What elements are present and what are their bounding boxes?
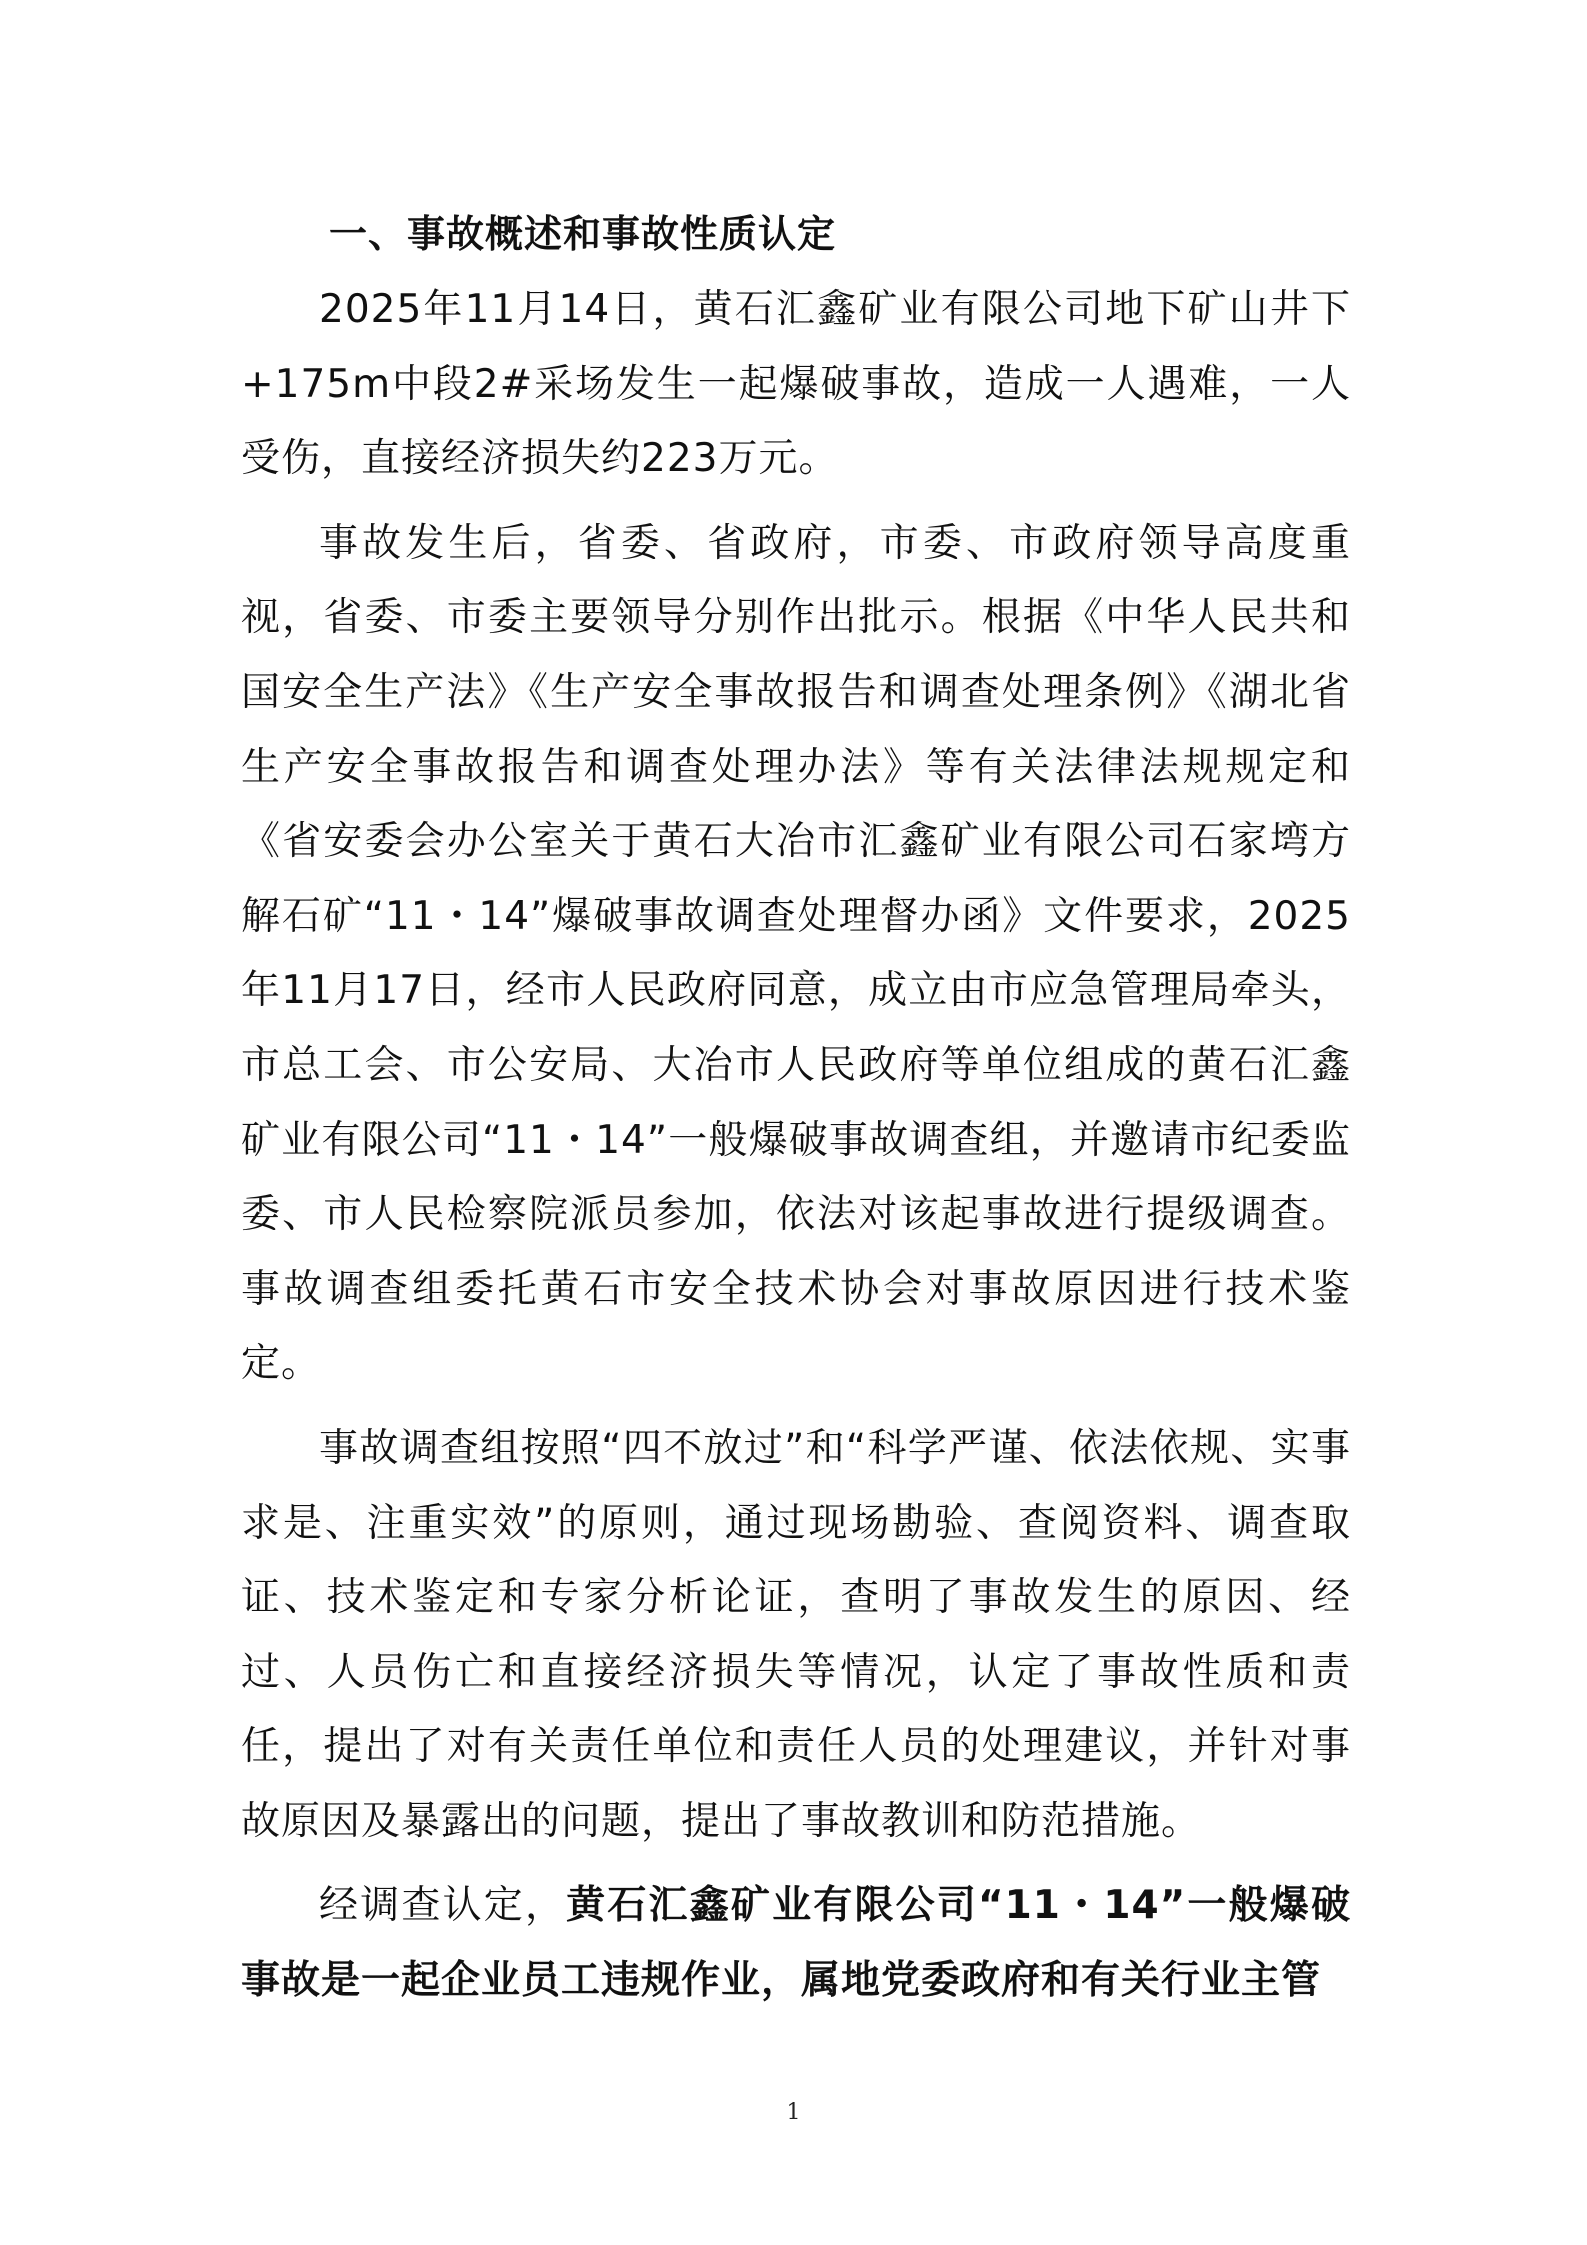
paragraph-investigation-principles: 事故调查组按照“四不放过”和“科学严谨、依法依规、实事求是、注重实效”的原则，通过现场勘验、查阅资料、调查取证、技术鉴定和专家分析论证，查明了事故发生的原因、经过、人员伤亡和直接经济损失等情况，认定了事故性质和责任，提出了对有关责任单位和责任人员的处理建议，并针对事故原因及暴露出的问题，提出了事故教训和防范措施。 (241, 1425, 1351, 1844)
conclusion-lead: 经调查认定， (319, 1883, 567, 1929)
paragraph-investigation-setup: 事故发生后，省委、省政府，市委、市政府领导高度重视，省委、市委主要领导分别作出批示。根据《中华人民共和国安全生产法》《生产安全事故报告和调查处理条例》《湖北省生产安全事故报告和调查处理办法》等有关法律法规规定和《省安委会办公室关于黄石大冶市汇鑫矿业有限公司石家塆方解石矿“11・14”爆破事故调查处理督办函》文件要求，2025年11月17日，经市人民政府同意，成立由市应急管理局牵头，市总工会、市公安局、大冶市人民政府等单位组成的黄石汇鑫矿业有限公司“11・14”一般爆破事故调查组，并邀请市纪委监委、市人民检察院派员参加，依法对该起事故进行提级调查。事故调查组委托黄石市安全技术协会对事故原因进行技术鉴定。 (241, 520, 1351, 1387)
document-body (241, 205, 1351, 2019)
paragraph-conclusion (241, 1869, 1351, 2018)
section-heading: 一、事故概述和事故性质认定 (329, 212, 837, 256)
paragraph-accident-summary: 2025年11月14日，黄石汇鑫矿业有限公司地下矿山井下+175m中段2#采场发生一起爆破事故，造成一人遇难，一人受伤，直接经济损失约223万元。 (241, 287, 1351, 482)
page-number: 1 (786, 2100, 801, 2125)
conclusion-bold-text: 黄石汇鑫矿业有限公司“11・14”一般爆破事故是一起企业员工违规作业，属地党委政府和有关行业主管 (241, 1883, 1351, 2004)
